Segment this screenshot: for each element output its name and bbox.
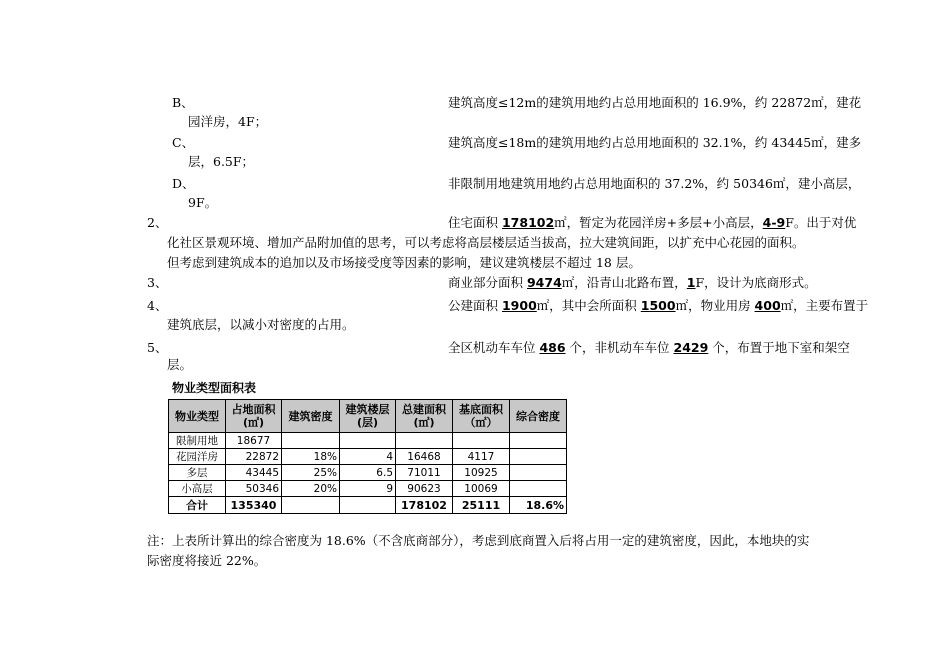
table-cell: 18677	[226, 433, 282, 449]
table-cell	[510, 465, 567, 481]
col-header: 物业类型	[169, 400, 226, 433]
para-5-line1: 全区机动车车位 486 个，非机动车车位 2429 个，布置于地下室和架空	[448, 340, 850, 355]
para-2-label: 2、	[147, 215, 168, 230]
table-row	[169, 481, 567, 497]
table-cell	[510, 433, 567, 449]
table-cell	[453, 433, 510, 449]
para-5-line2: 层。	[167, 357, 193, 372]
item-b-text-cont: 园洋房，4F；	[188, 114, 268, 129]
property-room-value: 400	[754, 298, 781, 313]
table-cell	[510, 449, 567, 465]
table-cell: 限制用地	[169, 433, 226, 449]
table-cell: 25111	[453, 497, 510, 514]
public-area-value: 1900	[501, 298, 537, 313]
para-4-line2: 建筑底层，以减小对密度的占用。	[167, 317, 355, 332]
table-total-row	[169, 497, 567, 514]
item-d-text-cont: 9F。	[188, 195, 218, 210]
table-row	[169, 465, 567, 481]
commercial-area-value: 9474	[526, 275, 562, 290]
item-d-text: 非限制用地建筑用地约占总用地面积的 37.2%，约 50346㎡，建小高层，	[448, 176, 861, 191]
table-caption: 物业类型面积表	[172, 381, 257, 395]
table-cell	[510, 481, 567, 497]
table-cell: 22872	[226, 449, 282, 465]
table-cell: 6.5	[340, 465, 396, 481]
table-cell: 90623	[396, 481, 453, 497]
table-cell: 18.6%	[510, 497, 567, 514]
para-2-line2: 化社区景观环境、增加产品附加值的思考，可以考虑将高层楼层适当拔高，拉大建筑间距，以扩充中心花园的面积。	[167, 235, 805, 250]
table-cell: 10069	[453, 481, 510, 497]
item-c-text-cont: 层，6.5F；	[188, 154, 255, 169]
table-cell	[282, 433, 340, 449]
table-cell: 18%	[282, 449, 340, 465]
table-cell: 小高层	[169, 481, 226, 497]
col-header: 综合密度	[510, 400, 567, 433]
note-line1: 注：上表所计算出的综合密度为 18.6%（不含底商部分），考虑到底商置入后将占用一定的建筑密度，因此，本地块的实	[147, 533, 810, 548]
table-cell: 4	[340, 449, 396, 465]
col-header: 建筑楼层 (层)	[340, 400, 396, 433]
table-cell: 合计	[169, 497, 226, 514]
table-cell: 25%	[282, 465, 340, 481]
item-b-text: 建筑高度≤12m的建筑用地约占总用地面积的 16.9%，约 22872㎡，建花	[448, 95, 862, 110]
table-header-row	[169, 400, 567, 433]
club-area-value: 1500	[640, 298, 676, 313]
table-cell: 花园洋房	[169, 449, 226, 465]
col-header: 建筑密度	[282, 400, 340, 433]
residential-area-value: 178102	[501, 215, 555, 230]
item-c-label: C、	[172, 135, 195, 150]
col-header: 总建面积 (㎡)	[396, 400, 453, 433]
table-cell: 20%	[282, 481, 340, 497]
para-5-label: 5、	[147, 340, 168, 355]
table-row	[169, 449, 567, 465]
para-4-label: 4、	[147, 298, 168, 313]
para-3-label: 3、	[147, 275, 168, 290]
table-cell	[396, 433, 453, 449]
para-4-line1: 公建面积 1900㎡，其中会所面积 1500㎡，物业用房 400㎡，主要布置于	[448, 298, 869, 313]
table-cell: 43445	[226, 465, 282, 481]
table-cell: 10925	[453, 465, 510, 481]
area-table	[168, 399, 567, 514]
para-2-line3: 但考虑到建筑成本的追加以及市场接受度等因素的影响，建议建筑楼层不超过 18 层。	[167, 255, 641, 270]
table-cell	[282, 497, 340, 514]
item-d-label: D、	[172, 176, 195, 191]
table-cell	[340, 497, 396, 514]
col-header: 占地面积 (㎡)	[226, 400, 282, 433]
table-cell: 4117	[453, 449, 510, 465]
table-cell: 135340	[226, 497, 282, 514]
note-line2: 际密度将接近 22%。	[147, 553, 267, 568]
table-cell: 多层	[169, 465, 226, 481]
bike-parking-value: 2429	[673, 340, 709, 355]
table-row	[169, 433, 567, 449]
commercial-floors-value: 1	[686, 275, 696, 290]
table-cell: 71011	[396, 465, 453, 481]
table-cell: 50346	[226, 481, 282, 497]
para-2-line1: 住宅面积 178102㎡，暂定为花园洋房+多层+小高层，4-9F。出于对优	[448, 215, 857, 230]
para-3-line1: 商业部分面积 9474㎡，沿青山北路布置，1F，设计为底商形式。	[448, 275, 817, 290]
item-c-text: 建筑高度≤18m的建筑用地约占总用地面积的 32.1%，约 43445㎡，建多	[448, 135, 862, 150]
table-cell	[340, 433, 396, 449]
table-cell: 16468	[396, 449, 453, 465]
motor-parking-value: 486	[539, 340, 566, 355]
col-header: 基底面积 （㎡）	[453, 400, 510, 433]
item-b-label: B、	[172, 95, 194, 110]
table-cell: 9	[340, 481, 396, 497]
floors-range-value: 4-9	[762, 215, 786, 230]
table-cell: 178102	[396, 497, 453, 514]
